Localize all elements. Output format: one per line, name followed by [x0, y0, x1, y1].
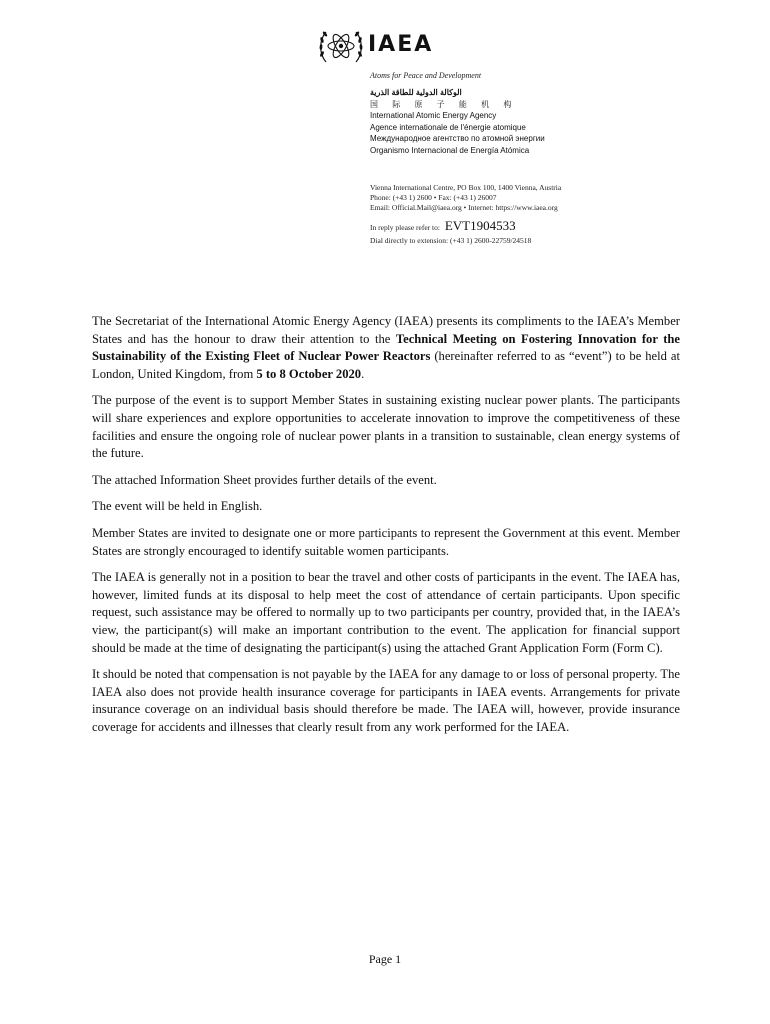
agency-name-chinese: 国 际 原 子 能 机 构	[370, 99, 518, 109]
letter-body	[92, 313, 680, 745]
paragraph-designation: Member States are invited to designate one or more participants to represent the Government at this event. Member States are strongly encouraged to identify suitable women participants.	[92, 525, 680, 558]
agency-name-arabic: الوكالة الدولية للطاقة الذرية	[370, 88, 462, 97]
contact-address: Vienna International Centre, PO Box 100, 1400 Vienna, Austria	[370, 183, 562, 192]
paragraph-purpose: The purpose of the event is to support Member States in sustaining existing nuclear power plants. The participants will share experiences and explore opportunities to accelerate innovation to improve the competitiveness of these facilities and ensure the ongoing role of nuclear power plants in a transition to sustainable, clean energy systems of the future.	[92, 393, 680, 461]
paragraph-language: The event will be held in English.	[92, 499, 263, 514]
agency-name-spanish: Organismo Internacional de Energía Atómica	[370, 145, 530, 155]
paragraph-intro: The Secretariat of the International Atomic Energy Agency (IAEA) presents its compliments to the IAEA’s Member States and has the honour to draw their attention to the Technical Meeting on Fostering Innovation for the Sustainability of the Existing Fleet of Nuclear Power Reactors (hereinafter referred to as “event”) to be held at London, United Kingdom, from 5 to 8 October 2020.	[92, 314, 680, 381]
contact-email-web: Email: Official.Mail@iaea.org • Internet: https://www.iaea.org	[370, 203, 558, 212]
contact-phone-fax: Phone: (+43 1) 2600 • Fax: (+43 1) 26007	[370, 193, 497, 202]
reply-reference	[370, 220, 516, 234]
logo-wordmark: IAEA	[368, 32, 434, 57]
agency-name-english: International Atomic Energy Agency	[370, 111, 497, 120]
agency-names	[370, 87, 545, 156]
paragraph-insurance: It should be noted that compensation is not payable by the IAEA for any damage to or loss of personal property. The IAEA also does not provide health insurance coverage for participants in IAEA events. Arrangements for private insurance coverage on an individual basis should therefore be made. The IAEA will, however, provide insurance coverage for accidents and illnesses that clearly result from any work performed for the IAEA.	[92, 667, 680, 734]
contact-block	[370, 183, 561, 213]
atom-laurel-emblem-icon	[316, 22, 366, 72]
paragraph-costs: The IAEA is generally not in a position to bear the travel and other costs of participants in the event. The IAEA has, however, limited funds at its disposal to help meet the cost of attendance of certain participants. Upon specific request, such assistance may be offered to normally up to two participants per country, provided that, in the IAEA’s view, the participant(s) will make an important contribution to the event. The application for financial support should be made at the time of designating the participant(s) using the attached Grant Application Form (Form C).	[92, 570, 680, 655]
reply-ref-number: EVT1904533	[444, 218, 516, 233]
agency-name-russian: Международное агентство по атомной энергии	[370, 134, 545, 143]
tagline: Atoms for Peace and Development	[370, 71, 482, 80]
paragraph-info-sheet: The attached Information Sheet provides further details of the event.	[92, 472, 437, 487]
event-dates: 5 to 8 October 2020	[256, 366, 362, 381]
iaea-logo	[316, 22, 466, 72]
reply-label: In reply please refer to:	[370, 223, 440, 232]
dial-extension: Dial directly to extension: (+43 1) 2600-22759/24518	[370, 236, 532, 245]
agency-name-french: Agence internationale de l'énergie atomique	[370, 122, 526, 132]
event-title: Technical Meeting on Fostering Innovation for the Sustainability of the Existing Fleet of Nuclear Power Reactors	[92, 331, 680, 364]
page-number: Page 1	[368, 952, 402, 966]
